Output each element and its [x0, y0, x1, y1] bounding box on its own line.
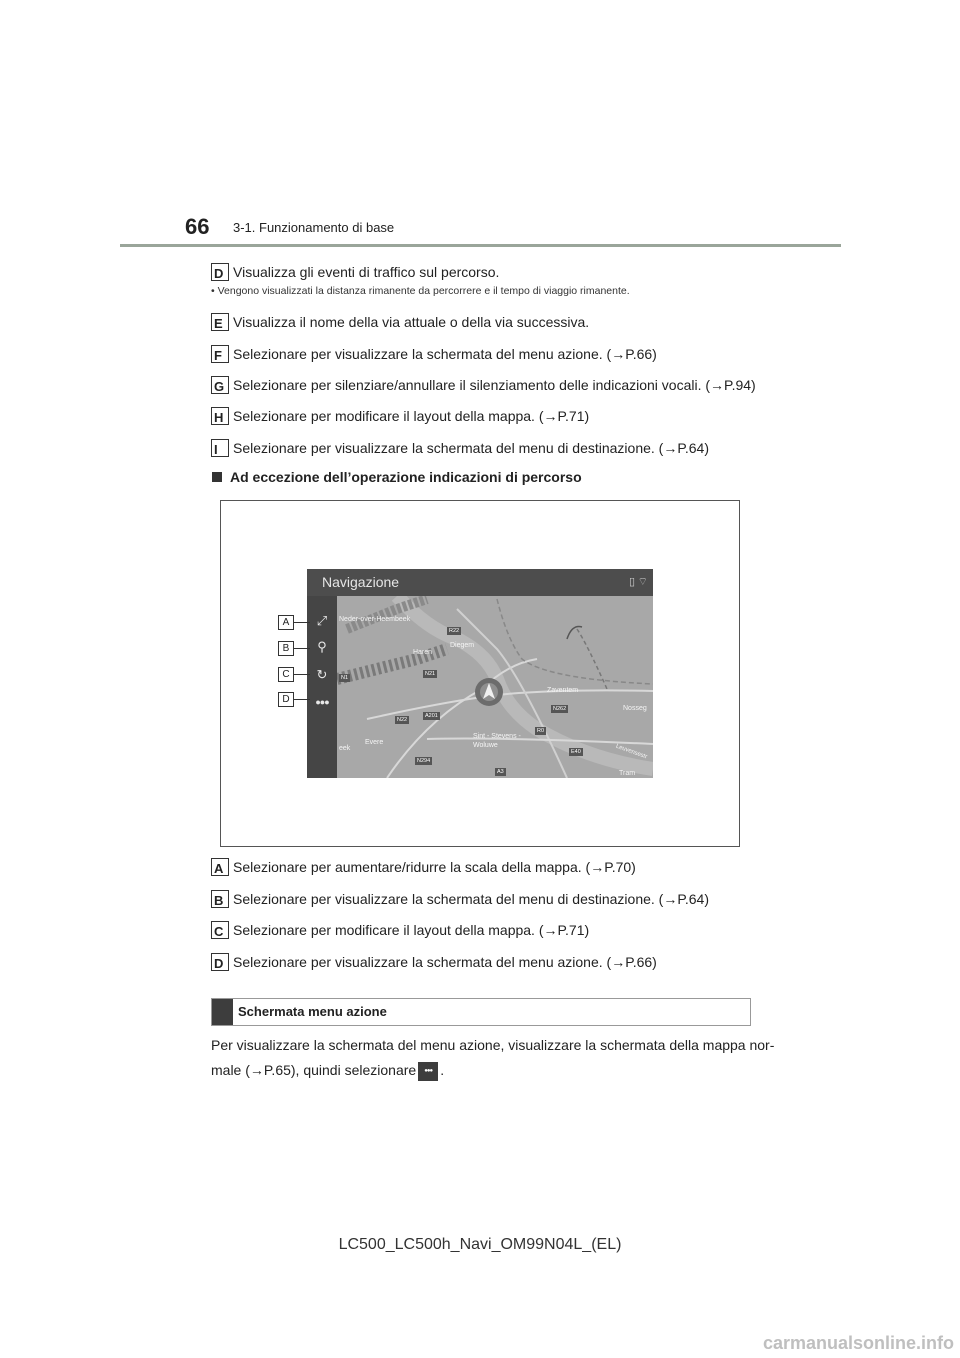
list-item	[211, 344, 657, 364]
road-shield: E40	[571, 749, 581, 755]
paragraph-text: male (→P.65), quindi selezionare	[211, 1062, 417, 1079]
map-label: Nosseg	[623, 705, 647, 712]
list-item-text: Selezionare per visualizzare la schermata del menu azione. (→P.66)	[233, 954, 657, 970]
wifi-icon: ⌔	[637, 576, 648, 588]
road-shield: A3	[497, 769, 504, 775]
screen-title-bar	[307, 569, 653, 596]
map-label: Tram	[619, 770, 636, 777]
letter-badge: D	[211, 263, 229, 281]
list-item-text: Selezionare per modificare il layout della mappa. (→P.71)	[233, 408, 590, 424]
list-item	[211, 375, 756, 395]
map-label: Leuvensestr	[614, 743, 648, 761]
info-box-title: Schermata menu azione	[238, 1004, 387, 1019]
road-shield: R22	[449, 628, 460, 634]
road-shield: R0	[537, 728, 545, 734]
map-label: Diegem	[450, 642, 475, 649]
header-rule	[120, 244, 841, 247]
callout-c: C	[278, 667, 294, 682]
page-number: 66	[185, 214, 210, 239]
list-item	[211, 889, 709, 909]
list-item	[211, 952, 657, 972]
letter-badge: G	[211, 376, 229, 394]
map-label: Evere	[365, 739, 384, 746]
callout-line	[294, 648, 310, 649]
callout-line	[294, 622, 310, 623]
subheading	[211, 469, 582, 485]
callout-b: B	[278, 641, 294, 656]
paragraph-line: Per visualizzare la schermata del menu azione, visualizzare la schermata della mappa nor-	[211, 1037, 775, 1053]
letter-badge: D	[211, 953, 229, 971]
list-item-text: Selezionare per modificare il layout della mappa. (→P.71)	[233, 922, 590, 938]
bullet-square-icon	[212, 472, 222, 482]
road-shield: N21	[425, 671, 436, 677]
screen-title: Navigazione	[322, 574, 400, 590]
map-label: Zaventem	[547, 687, 579, 694]
letter-badge: C	[211, 921, 229, 939]
callout-line	[294, 674, 310, 675]
road-shield: N294	[417, 758, 431, 764]
list-item-text: Visualizza il nome della via attuale o della via successiva.	[233, 314, 590, 330]
callout-d: D	[278, 692, 294, 707]
list-item	[211, 920, 589, 940]
list-item	[211, 857, 636, 877]
note-text: • Vengono visualizzati la distanza rimanente da percorrere e il tempo di viaggio rimanente.	[211, 285, 630, 297]
paragraph-line	[211, 1062, 444, 1081]
no-phone-icon: ▯	[628, 576, 635, 588]
paragraph-text: .	[440, 1062, 445, 1079]
list-item-text: Selezionare per visualizzare la schermata del menu azione. (→P.66)	[233, 346, 657, 362]
list-item	[211, 438, 709, 458]
road-shield: N262	[553, 706, 567, 712]
list-item	[211, 312, 589, 332]
rotate-icon[interactable]: ↻	[316, 667, 328, 682]
navigation-screen	[307, 569, 653, 778]
pin-icon[interactable]: ⚲	[317, 639, 327, 654]
road-shield: N22	[397, 717, 408, 723]
list-item-text: Visualizza gli eventi di traffico sul percorso.	[233, 264, 500, 280]
info-box-marker	[212, 999, 233, 1025]
callout-a: A	[278, 615, 294, 630]
letter-badge: H	[211, 407, 229, 425]
list-item	[211, 262, 499, 282]
subheading-text: Ad eccezione dell’operazione indicazioni di percorso	[230, 469, 582, 485]
info-box	[211, 998, 751, 1026]
road-shield: A201	[425, 713, 438, 719]
watermark: carmanualsonline.info	[762, 1333, 954, 1353]
map-label: Neder-over-Heembeek	[339, 616, 411, 623]
road-shield: N1	[341, 675, 349, 681]
footer-doc-code: LC500_LC500h_Navi_OM99N04L_(EL)	[338, 1236, 622, 1253]
letter-badge: E	[211, 313, 229, 331]
callout-line	[294, 699, 310, 700]
more-icon[interactable]: ●●●	[315, 697, 329, 707]
more-icon: ●●●	[418, 1062, 438, 1081]
list-item-text: Selezionare per visualizzare la schermata del menu di destinazione. (→P.64)	[233, 891, 709, 907]
map-label: Sint - Stevens - Woluwe	[473, 733, 521, 749]
list-item	[211, 406, 589, 426]
list-item-text: Selezionare per silenziare/annullare il silenziamento delle indicazioni vocali. (→P.94)	[233, 377, 756, 393]
list-item-text: Selezionare per aumentare/ridurre la scala della mappa. (→P.70)	[233, 859, 636, 875]
letter-badge: F	[211, 345, 229, 363]
letter-badge: A	[211, 858, 229, 876]
map-label: eek	[339, 745, 351, 752]
section-title: 3-1. Funzionamento di base	[233, 220, 395, 235]
map-label: Haren	[413, 649, 433, 656]
expand-icon[interactable]: ⤢	[316, 613, 328, 628]
letter-badge: I	[211, 439, 229, 457]
list-item-text: Selezionare per visualizzare la schermata del menu di destinazione. (→P.64)	[233, 440, 709, 456]
letter-badge: B	[211, 890, 229, 908]
map-side-menu	[307, 596, 337, 778]
